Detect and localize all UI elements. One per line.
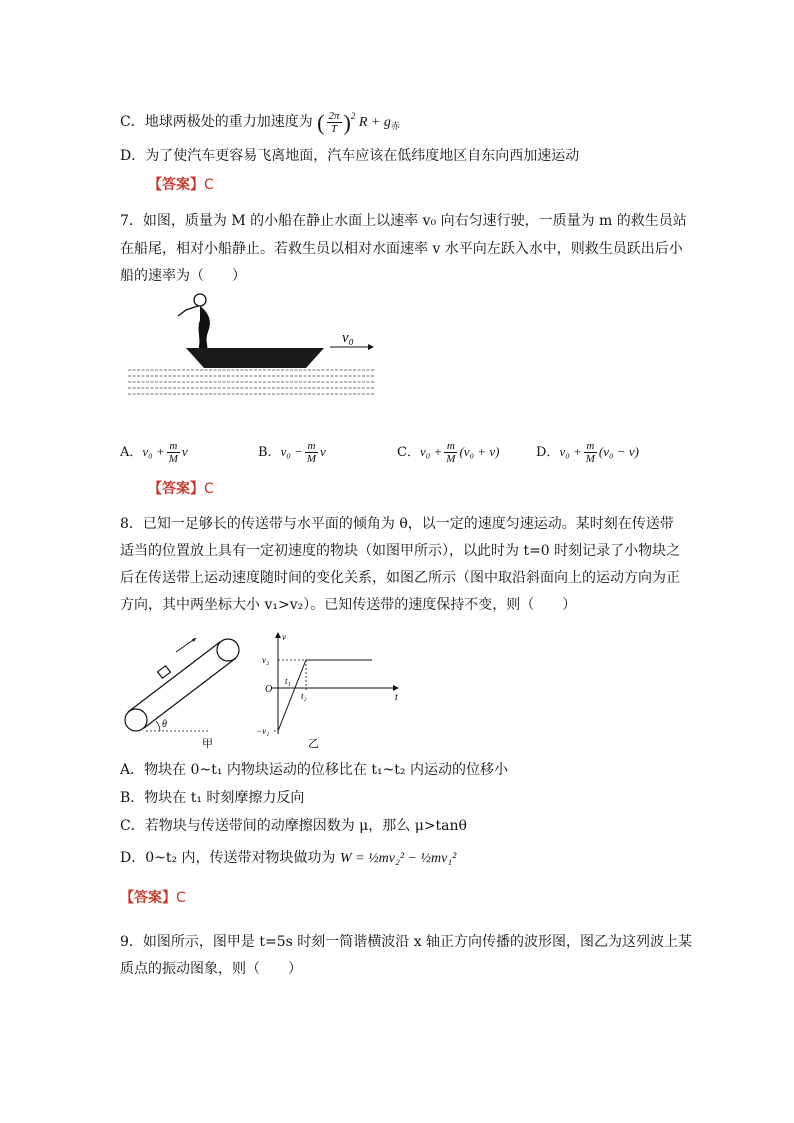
option-d-text: D．0~t₂ 内，传送带对物块做功为	[120, 850, 336, 866]
option-pre: v₀ +	[559, 444, 582, 459]
option-pre: v₀ +	[142, 444, 165, 459]
boat-hull	[186, 348, 324, 368]
option-letter: B．	[258, 445, 281, 460]
option-num: m	[305, 440, 318, 453]
block	[158, 666, 171, 678]
q7-stem-line-1: 7．如图，质量为 M 的小船在静止水面上以速率 v₀ 向右匀速行驶，一质量为 m 的救生员站	[120, 213, 687, 229]
v0-label: v₀	[342, 330, 354, 346]
q9-stem-line-1: 9．如图所示，图甲是 t=5s 时刻一简谐横波沿 x 轴正方向传播的波形图，图乙为这列波上某	[120, 934, 693, 950]
formula-den: T	[330, 123, 338, 136]
option-den: M	[446, 453, 456, 465]
q8-option-a: A．物块在 0~t₁ 内物块运动的位移比在 t₁~t₂ 内运动的位移小	[120, 762, 508, 778]
water-surface	[128, 370, 375, 394]
option-post: v	[320, 444, 326, 459]
theta-arc	[156, 721, 160, 731]
answer-value: C	[176, 890, 186, 906]
q7-option-c	[397, 440, 499, 465]
v-axis-label: v	[282, 632, 286, 642]
neg-v1-tick: −v₁	[256, 726, 270, 736]
rescuer-arm	[178, 306, 198, 316]
q8-stem-line-1: 8．已知一足够长的传送带与水平面的倾角为 θ，以一定的速度匀速运动。某时刻在传送带	[120, 516, 674, 532]
q8-answer	[120, 888, 186, 908]
option-post: (v₀ + v)	[459, 444, 500, 459]
answer-value: C	[204, 177, 214, 193]
q7-boat-figure	[120, 290, 380, 402]
option-num: m	[444, 440, 457, 453]
option-letter: A．	[120, 445, 143, 460]
q8-stem-line-4: 方向，其中两坐标大小 v₁>v₂）。已知传送带的速度保持不变，则（ ）	[120, 597, 577, 613]
t1-tick: t₁	[285, 676, 291, 686]
v-axis-arrow-icon	[275, 632, 281, 638]
velocity-curve	[278, 660, 372, 731]
belt-top	[128, 642, 220, 712]
q6-option-d: D．为了使汽车更容易飞离地面，汽车应该在低纬度地区自东向西加速运动	[120, 148, 580, 164]
answer-label: 【答案】	[148, 177, 204, 193]
v2-tick: v₂	[262, 655, 270, 665]
q8-option-c: C．若物块与传送带间的动摩擦因数为 μ，那么 μ>tanθ	[120, 818, 467, 834]
t2-tick: t₂	[301, 691, 307, 701]
option-post: (v₀ − v)	[598, 444, 639, 459]
fig-yi-label: 乙	[308, 738, 319, 750]
formula-sub: 赤	[390, 121, 400, 131]
q7-stem-line-3: 船的速率为（ ）	[120, 268, 246, 284]
arrow-head-icon	[368, 344, 374, 350]
t-axis-arrow-icon	[393, 685, 399, 691]
option-pre: v₀ −	[280, 444, 303, 459]
q7-option-b	[258, 440, 326, 465]
formula-tail: R + g	[358, 115, 391, 130]
q8-option-b: B．物块在 t₁ 时刻摩擦力反向	[120, 790, 305, 806]
q8-stem-line-2: 适当的位置放上具有一定初速度的物块（如图甲所示），以此时为 t=0 时刻记录了小物块之	[120, 543, 681, 559]
option-pre: v₀ +	[419, 444, 443, 459]
fig-jia-label: 甲	[202, 738, 213, 750]
q7-option-a	[120, 440, 188, 465]
option-num: m	[584, 440, 597, 453]
origin-label: O	[265, 684, 273, 695]
rescuer-body	[198, 306, 210, 350]
q6-option-c	[120, 106, 400, 136]
option-post: v	[181, 444, 188, 459]
rescuer-head	[194, 294, 206, 306]
q7-answer	[148, 479, 214, 499]
t-axis-label: t	[395, 692, 398, 703]
option-letter: C．	[397, 445, 420, 460]
option-num: m	[167, 440, 180, 453]
belt-bottom	[144, 658, 236, 728]
option-den: M	[585, 453, 595, 465]
q9-stem-line-2: 质点的振动图象，则（ ）	[120, 961, 302, 977]
q8-option-d	[120, 848, 456, 869]
q7-stem-line-2: 在船尾，相对小船静止。若救生员以相对水面速率 v 水平向左跃入水中，则救生员跃出后小	[120, 241, 683, 257]
option-den: M	[306, 453, 317, 465]
answer-value: C	[204, 481, 214, 497]
option-den: M	[168, 453, 178, 465]
q6-answer	[148, 175, 214, 195]
q7-option-d	[536, 440, 639, 465]
option-d-formula: W = ½mv₂² − ½mv₁²	[340, 851, 457, 866]
q8-vt-graph	[250, 630, 410, 752]
q8-stem-line-3: 后在传送带上运动速度随时间的变化关系，如图乙所示（图中取沿斜面向上的运动方向为正	[120, 570, 680, 586]
q8-conveyor-figure	[118, 630, 248, 752]
formula-num: 2π	[328, 110, 340, 123]
theta-label: θ	[162, 719, 167, 730]
q6-option-c-text: C．地球两极处的重力加速度为	[120, 114, 313, 130]
answer-label: 【答案】	[148, 481, 204, 497]
q6-option-c-formula: ( $\frac{2\pi}{T}$ )$^2$ $R + g_赤$	[317, 109, 400, 136]
answer-label: 【答案】	[120, 890, 176, 906]
option-letter: D．	[536, 445, 560, 460]
